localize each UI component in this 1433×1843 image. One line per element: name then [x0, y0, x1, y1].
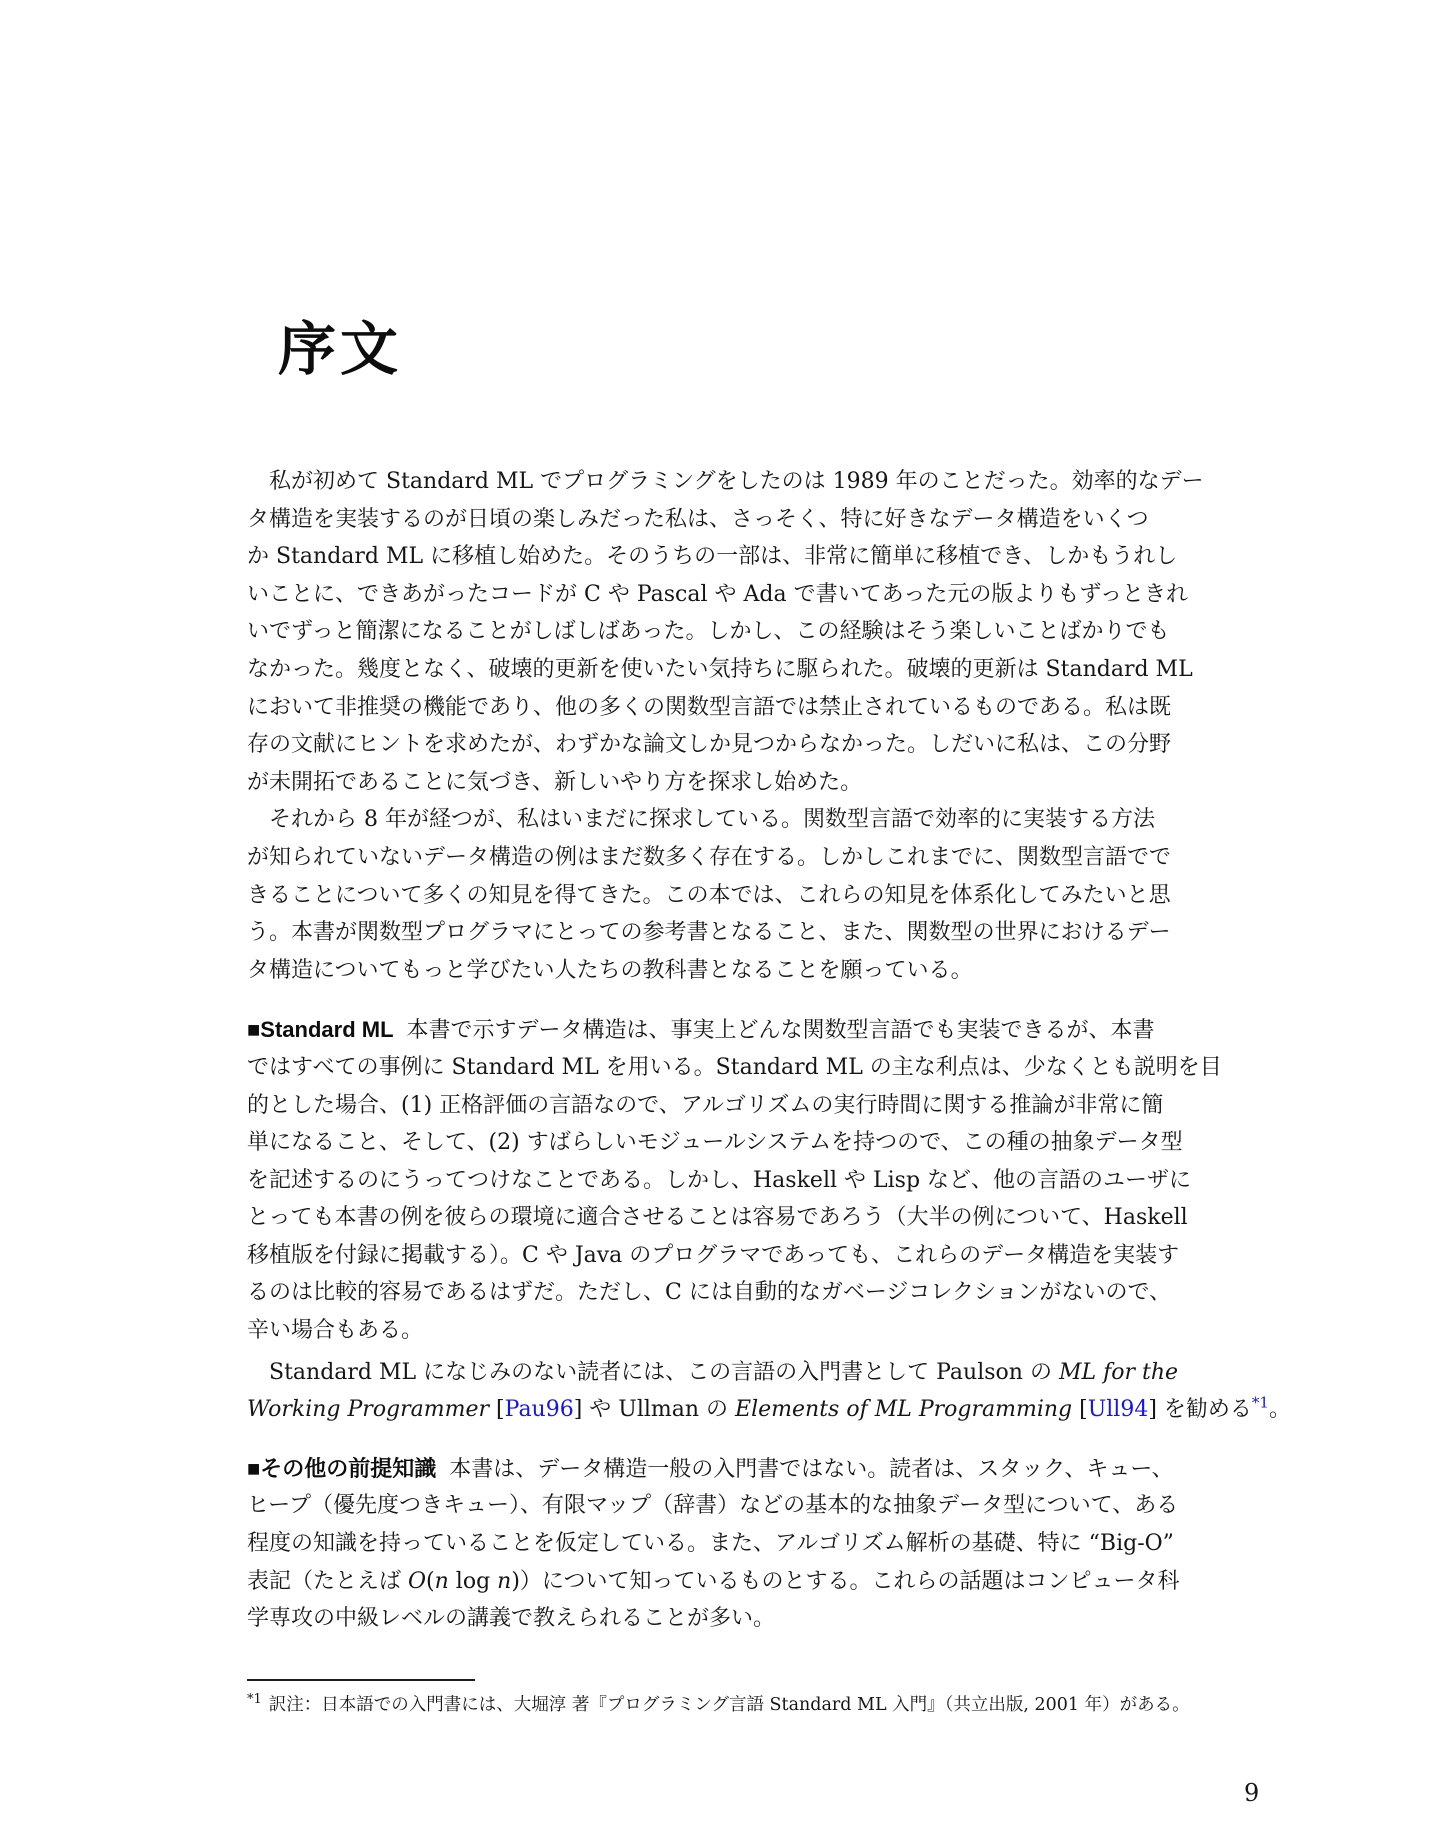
text-segment: Standard ML になじみのない読者には、この言語の入門書として Paulson の — [269, 1359, 1059, 1385]
text-segment: とっても本書の例を彼らの環境に適合させることは容易であろう（大半の例について、Haskell — [247, 1205, 1188, 1231]
footnote-rule — [247, 1679, 475, 1681]
text-segment: 的とした場合、(1) 正格評価の言語なので、アルゴリズムの実行時間に関する推論が非常に簡 — [247, 1092, 1164, 1118]
text-line — [247, 463, 1251, 501]
section-heading: ■その他の前提知識 — [247, 1455, 437, 1481]
text-segment: きることについて多くの知見を得てきた。この本では、これらの知見を体系化してみたいと思 — [247, 882, 1171, 908]
text-segment: log — [448, 1568, 498, 1594]
text-line — [247, 839, 1251, 877]
text-segment: 単になること、そして、(2) すばらしいモジュールシステムを持つので、この種の抽象データ型 — [247, 1130, 1183, 1156]
text-line — [247, 952, 1251, 990]
text-segment: なかった。幾度となく、破壊的更新を使いたい気持ちに駆られた。破壊的更新は Standard ML — [247, 656, 1193, 682]
text-segment: ] を勧める — [1148, 1397, 1252, 1423]
text-line — [247, 877, 1251, 915]
text-segment: 本書は、データ構造一般の入門書ではない。読者は、スタック、キュー、 — [449, 1456, 1174, 1482]
text-segment: を記述するのにうってつけなことである。しかし、Haskell や Lisp など、他の言語のユーザに — [247, 1167, 1192, 1193]
text-segment: 存の文献にヒントを求めたが、わずかな論文しか見つからなかった。しだいに私は、この分野 — [247, 732, 1172, 758]
text-segment: ヒープ（優先度つきキュー）、有限マップ（辞書）などの基本的な抽象データ型について、ある — [247, 1493, 1179, 1519]
text-line — [247, 1391, 1291, 1429]
text-line — [247, 501, 1251, 539]
text-line — [247, 1237, 1251, 1275]
text-line — [247, 1049, 1251, 1087]
book-title-italic: n — [434, 1568, 449, 1594]
book-title-italic: O — [408, 1568, 427, 1594]
text-segment: 辛い場合もある。 — [247, 1318, 424, 1344]
text-line — [247, 914, 1251, 952]
text-segment: タ構造についてもっと学びたい人たちの教科書となることを願っている。 — [247, 957, 973, 983]
page-title: 序文 — [278, 316, 403, 382]
text-line — [247, 1563, 1251, 1601]
text-segment: 。 — [1268, 1397, 1291, 1423]
text-segment: [ — [489, 1397, 505, 1423]
text-segment: ではすべての事例に Standard ML を用いる。Standard ML の主な利点は、少なくとも説明を目 — [247, 1054, 1222, 1080]
paragraph-intro — [247, 463, 1251, 801]
text-segment: ] や Ullman の — [573, 1397, 736, 1423]
section-heading: ■Standard ML — [247, 1017, 394, 1043]
footnote-text: 訳注：日本語での入門書には、大堀淳 著『プログラミング言語 Standard ML 入門』（共立出版, 2001 年）がある。 — [268, 1695, 1190, 1715]
text-segment: タ構造を実装するのが日頃の楽しみだった私は、さっそく、特に好きなデータ構造をいくつ — [247, 506, 1149, 532]
text-line — [247, 764, 1251, 802]
text-line — [247, 1450, 1251, 1488]
citation-link[interactable]: Ull94 — [1087, 1397, 1149, 1423]
book-title-italic: Working Programmer — [247, 1397, 490, 1423]
text-segment: 学専攻の中級レベルの講義で教えられることが多い。 — [247, 1606, 776, 1632]
text-segment: か Standard ML に移植し始めた。そのうちの一部は、非常に簡単に移植でき、しかもうれし — [247, 544, 1178, 570]
page-number: 9 — [1244, 1779, 1260, 1807]
text-line — [247, 1354, 1251, 1392]
text-line — [247, 726, 1251, 764]
text-line — [247, 1274, 1251, 1312]
text-line — [247, 1199, 1251, 1237]
text-line — [247, 1525, 1251, 1563]
text-line — [247, 538, 1251, 576]
text-segment: それから 8 年が経つが、私はいまだに探求している。関数型言語で効率的に実装する方法 — [269, 807, 1155, 833]
book-title-italic: ML for the — [1058, 1359, 1179, 1385]
text-segment: 私が初めて Standard ML でプログラミングをしたのは 1989 年のことだった。効率的なデー — [269, 469, 1204, 494]
paragraph-recommended-books — [247, 1354, 1291, 1429]
section-other-prerequisites — [247, 1450, 1251, 1638]
citation-link[interactable]: Pau96 — [504, 1397, 574, 1423]
text-line — [247, 1312, 1251, 1350]
text-segment: [ — [1072, 1397, 1088, 1423]
text-line — [247, 1124, 1251, 1162]
text-segment: 程度の知識を持っていることを仮定している。また、アルゴリズム解析の基礎、特に “Big-O” — [247, 1531, 1174, 1557]
text-segment: 表記（たとえば — [247, 1568, 408, 1594]
book-title-italic: Elements of ML Programming — [735, 1397, 1073, 1423]
text-segment: において非推奨の機能であり、他の多くの関数型言語では禁止されているものである。私は既 — [247, 694, 1172, 720]
text-line — [247, 801, 1251, 839]
book-title-italic: n — [497, 1568, 512, 1594]
preface-body — [247, 463, 1291, 1638]
text-line — [247, 613, 1251, 651]
text-segment: 移植版を付録に掲載する）。C や Java のプログラマであっても、これらのデータ構造を実装す — [247, 1242, 1180, 1268]
text-line — [247, 1600, 1251, 1638]
footnote-ref-link[interactable]: *1 — [1251, 1393, 1269, 1412]
text-line — [247, 1087, 1251, 1125]
text-line — [247, 1487, 1251, 1525]
text-segment: いことに、できあがったコードが C や Pascal や Ada で書いてあった元の版よりもずっときれ — [247, 581, 1189, 607]
text-segment: う。本書が関数型プログラマにとっての参考書となること、また、関数型の世界におけるデー — [247, 920, 1171, 946]
text-line — [247, 651, 1251, 689]
footnote — [247, 1693, 1257, 1717]
section-standard-ml — [247, 1011, 1251, 1349]
text-segment: るのは比較的容易であるはずだ。ただし、C には自動的なガベージコレクションがないので、 — [247, 1280, 1172, 1306]
text-line — [247, 1162, 1251, 1200]
text-line — [247, 689, 1251, 727]
text-segment: が知られていないデータ構造の例はまだ数多く存在する。しかしこれまでに、関数型言語でで — [247, 844, 1172, 870]
text-segment: )）について知っているものとする。これらの話題はコンピュータ科 — [511, 1568, 1180, 1594]
text-segment: が未開拓であることに気づき、新しいやり方を探求し始めた。 — [247, 769, 863, 795]
paragraph-eight-years — [247, 801, 1251, 989]
footnote-marker: *1 — [247, 1692, 262, 1708]
text-segment: 本書で示すデータ構造は、事実上どんな関数型言語でも実装できるが、本書 — [406, 1018, 1155, 1044]
text-line — [247, 576, 1251, 614]
text-segment: いでずっと簡潔になることがしばしばあった。しかし、この経験はそう楽しいことばかりでも — [247, 619, 1170, 645]
text-segment: ( — [426, 1568, 435, 1594]
text-line — [247, 1011, 1251, 1049]
